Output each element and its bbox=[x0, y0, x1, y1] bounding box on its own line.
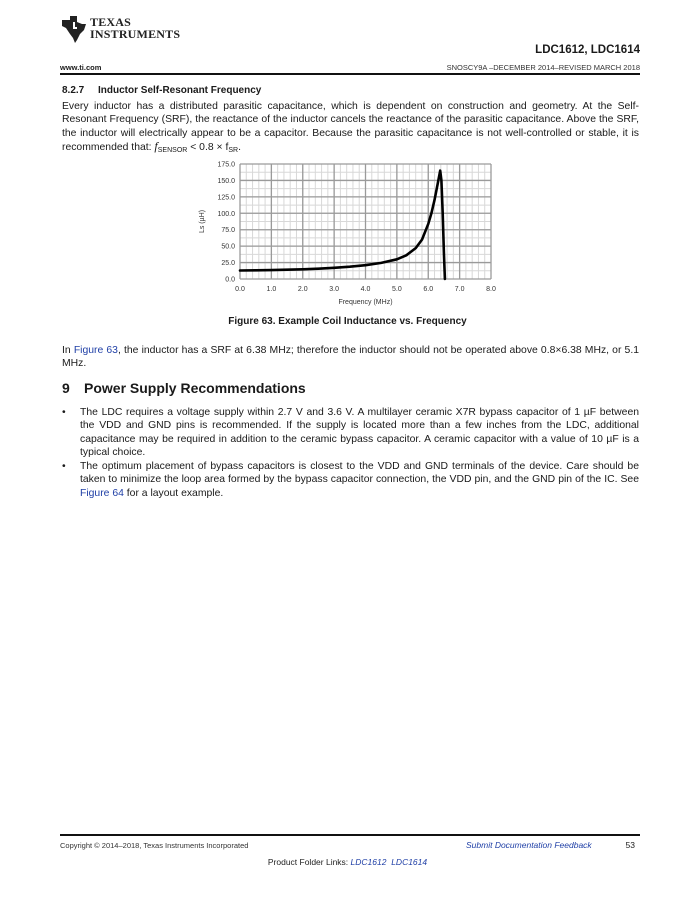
logo-line-instruments: INSTRUMENTS bbox=[90, 27, 181, 41]
paragraph-prefix: In bbox=[62, 345, 74, 356]
x-tick-label: 6.0 bbox=[423, 286, 434, 293]
y-tick-label: 25.0 bbox=[221, 260, 235, 268]
formula-end: . bbox=[238, 141, 241, 153]
x-tick-label: 8.0 bbox=[486, 286, 496, 293]
y-tick-label: 0.0 bbox=[225, 276, 235, 284]
bullet-icon: • bbox=[62, 461, 66, 473]
ldc1614-link[interactable]: LDC1614 bbox=[391, 857, 428, 867]
bullet-text: The optimum placement of bypass capacitors is closest to the VDD and GND terminals of the device. Care should be taken to minimize the loop area formed by the bypass capacitor connection, the VDD pin, and the GND pin of the IC. See bbox=[80, 461, 639, 486]
x-tick-label: 4.0 bbox=[360, 286, 371, 293]
bullet-text: The LDC requires a voltage supply within 2.7 V and 3.6 V. A multilayer ceramic X7R bypass capacitor of 1 µF between the VDD and GND pins is recommended. If the supply is located more than a few inches from the LDC, additional capacitance may be required in addition to the ceramic bypass capacitor. A ceramic capacitor with a value of 10 µF is a typical choice. bbox=[80, 407, 639, 458]
section-heading-9 bbox=[62, 380, 306, 396]
section-title: Power Supply Recommendations bbox=[84, 380, 306, 396]
y-tick-label: 50.0 bbox=[221, 243, 235, 251]
footer-divider bbox=[60, 834, 640, 836]
figure-63-link[interactable]: Figure 63 bbox=[73, 345, 118, 356]
logo-line-texas: TEXAS bbox=[90, 15, 132, 29]
header-divider bbox=[60, 73, 640, 75]
formula-f: f bbox=[154, 138, 158, 153]
x-tick-label: 3.0 bbox=[329, 286, 339, 293]
section-number: 8.2.7 bbox=[62, 85, 85, 96]
chart-canvas bbox=[190, 155, 500, 315]
section-heading-8-2-7 bbox=[62, 85, 261, 96]
power-supply-bullet-list bbox=[62, 406, 639, 501]
list-item bbox=[62, 406, 639, 459]
srf-paragraph bbox=[62, 100, 639, 157]
section-title: Inductor Self-Resonant Frequency bbox=[98, 85, 262, 96]
folder-label: Product Folder Links: bbox=[267, 857, 351, 867]
figure-64-link[interactable]: Figure 64 bbox=[80, 487, 124, 499]
document-id: SNOSCY9A –DECEMBER 2014–REVISED MARCH 2018 bbox=[446, 63, 640, 72]
list-item bbox=[62, 460, 639, 500]
figure-caption: Figure 63. Example Coil Inductance vs. Frequency bbox=[228, 316, 467, 327]
y-tick-label: 75.0 bbox=[221, 227, 235, 235]
bullet-icon: • bbox=[62, 407, 66, 418]
x-tick-label: 7.0 bbox=[454, 286, 465, 293]
copyright-notice: Copyright © 2014–2018, Texas Instruments Incorporated bbox=[60, 841, 249, 850]
section-number: 9 bbox=[62, 380, 70, 396]
ldc1612-link[interactable]: LDC1612 bbox=[350, 857, 387, 867]
x-tick-label: 1.0 bbox=[266, 286, 277, 293]
document-title: LDC1612, LDC1614 bbox=[535, 44, 640, 56]
y-tick-label: 175.0 bbox=[217, 161, 235, 169]
x-tick-label: 0.0 bbox=[235, 286, 245, 293]
x-tick-label: 5.0 bbox=[392, 286, 402, 293]
paragraph-suffix: , the inductor has a SRF at 6.38 MHz; therefore the inductor should not be operated above 0.8×6.38 MHz, or 5.1 MHz. bbox=[62, 345, 639, 370]
x-axis-label: Frequency (MHz) bbox=[338, 299, 393, 306]
formula-mid: < 0.8 × f bbox=[187, 141, 229, 153]
formula-sensor-subscript: SENSOR bbox=[157, 146, 188, 154]
submit-feedback-link[interactable]: Submit Documentation Feedback bbox=[466, 840, 592, 850]
website-link[interactable]: www.ti.com bbox=[60, 63, 102, 72]
ti-logo bbox=[60, 14, 181, 50]
product-folder-links bbox=[0, 857, 695, 867]
page-number: 53 bbox=[625, 840, 635, 850]
formula-sr-subscript: SR bbox=[228, 146, 239, 154]
srf-paragraph-text: Every inductor has a distributed parasitic capacitance, which is dependent on construction and geometry. At the Self-Resonant Frequency (SRF), the reactance of the inductor cancels the reactance of the parasitic capacitance. Above the SRF, the inductor will electrically appear to be a capacitor. Because the parasitic capacitance is not well-controlled or stable, it is recommended that: bbox=[62, 101, 639, 153]
x-tick-label: 2.0 bbox=[297, 286, 308, 293]
bullet-text-suffix: for a layout example. bbox=[123, 487, 224, 499]
y-tick-label: 125.0 bbox=[217, 194, 235, 202]
y-tick-label: 100.0 bbox=[217, 210, 235, 218]
srf-example-paragraph bbox=[62, 344, 639, 371]
y-axis-label: Ls (µH) bbox=[199, 209, 206, 234]
inductance-vs-frequency-chart bbox=[190, 155, 500, 315]
texas-state-icon bbox=[60, 14, 88, 44]
y-tick-label: 150.0 bbox=[217, 177, 235, 185]
